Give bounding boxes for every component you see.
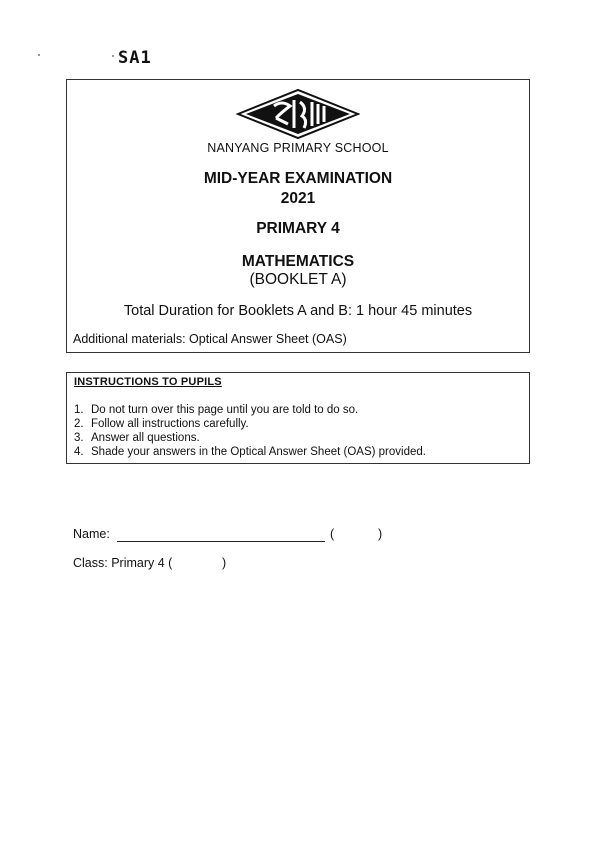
instruction-number: 2. xyxy=(74,418,84,430)
instruction-text: Shade your answers in the Optical Answer Sheet (OAS) provided. xyxy=(91,446,426,458)
instruction-text: Answer all questions. xyxy=(91,432,200,444)
instruction-number: 3. xyxy=(74,432,84,444)
exam-subject: MATHEMATICS xyxy=(241,253,355,270)
exam-year: 2021 xyxy=(280,190,316,207)
instruction-text: Do not turn over this page until you are told to do so. xyxy=(91,404,359,416)
instruction-item xyxy=(74,417,426,431)
instruction-number: 1. xyxy=(74,404,84,416)
additional-materials: Additional materials: Optical Answer Sheet (OAS) xyxy=(73,332,347,346)
handwritten-paper-label: SA1 xyxy=(118,48,152,68)
booklet-label: (BOOKLET A) xyxy=(249,271,347,288)
register-number-paren-close: ) xyxy=(378,527,383,541)
instruction-item xyxy=(74,403,426,417)
instruction-text: Follow all instructions carefully. xyxy=(91,418,249,430)
instruction-item xyxy=(74,431,426,445)
scan-speck xyxy=(38,54,40,56)
school-crest-logo-icon xyxy=(236,88,360,140)
scan-speck xyxy=(112,55,114,57)
instruction-number: 4. xyxy=(74,446,84,458)
exam-level: PRIMARY 4 xyxy=(256,220,340,237)
instructions-list xyxy=(74,403,426,459)
name-field[interactable] xyxy=(117,541,325,542)
duration-text: Total Duration for Booklets A and B: 1 hour 45 minutes xyxy=(123,303,473,319)
register-number-paren-open: ( xyxy=(330,527,335,541)
school-name: NANYANG PRIMARY SCHOOL xyxy=(207,141,389,155)
instructions-heading: INSTRUCTIONS TO PUPILS xyxy=(74,376,222,388)
name-label: Name: xyxy=(73,527,110,541)
instruction-item xyxy=(74,445,426,459)
class-label: Class: Primary 4 ( xyxy=(73,556,173,570)
class-paren-close: ) xyxy=(222,556,227,570)
exam-title: MID-YEAR EXAMINATION xyxy=(203,170,393,187)
